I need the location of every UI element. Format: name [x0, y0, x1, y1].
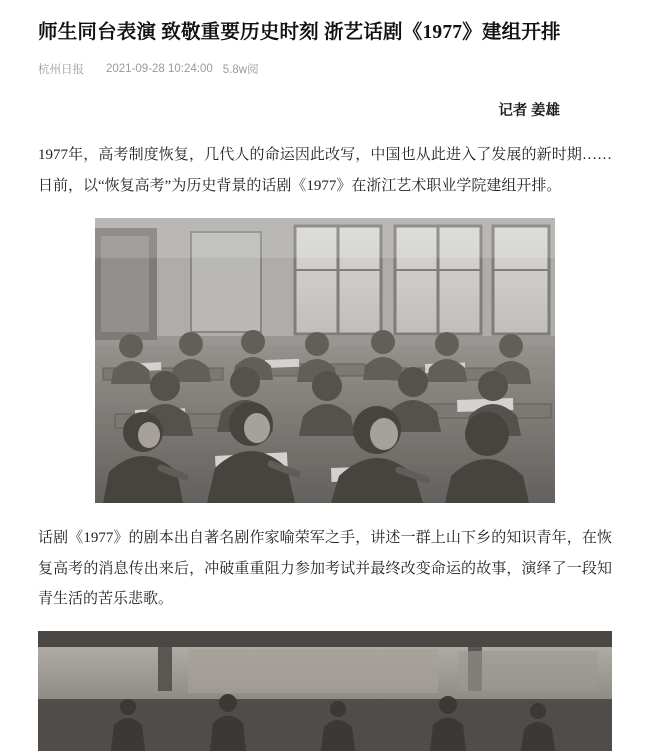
- figure-stage: [38, 631, 612, 751]
- page-title: 师生同台表演 致敬重要历史时刻 浙艺话剧《1977》建组开排: [38, 22, 561, 43]
- paragraph-1: 1977年，高考制度恢复，几代人的命运因此改写，中国也从此进入了发展的新时期……日前，以“恢复高考”为历史背景的话剧《1977》在浙江艺术职业学院建组开排。: [38, 147, 612, 194]
- meta-source: 杭州日报: [38, 64, 84, 77]
- stage-rehearsal-photo: [38, 631, 612, 751]
- article-meta: [38, 61, 612, 77]
- article-container: [0, 18, 650, 751]
- stage-rehearsal-photo-graphic: [38, 631, 612, 751]
- classroom-exam-photo: [95, 218, 555, 503]
- byline: 记者 姜雄: [498, 103, 560, 120]
- figure-classroom: [95, 218, 555, 503]
- meta-view-count: 5.8w阅: [222, 64, 259, 77]
- classroom-exam-photo-graphic: [95, 218, 555, 503]
- meta-date: 2021-09-28 10:24:00: [106, 63, 213, 76]
- paragraph-2: 话剧《1977》的剧本出自著名剧作家喻荣军之手，讲述一群上山下乡的知识青年，在恢复高考的消息传出来后，冲破重重阻力参加考试并最终改变命运的故事，演绎了一段知青生活的苦乐悲歌。: [38, 529, 612, 608]
